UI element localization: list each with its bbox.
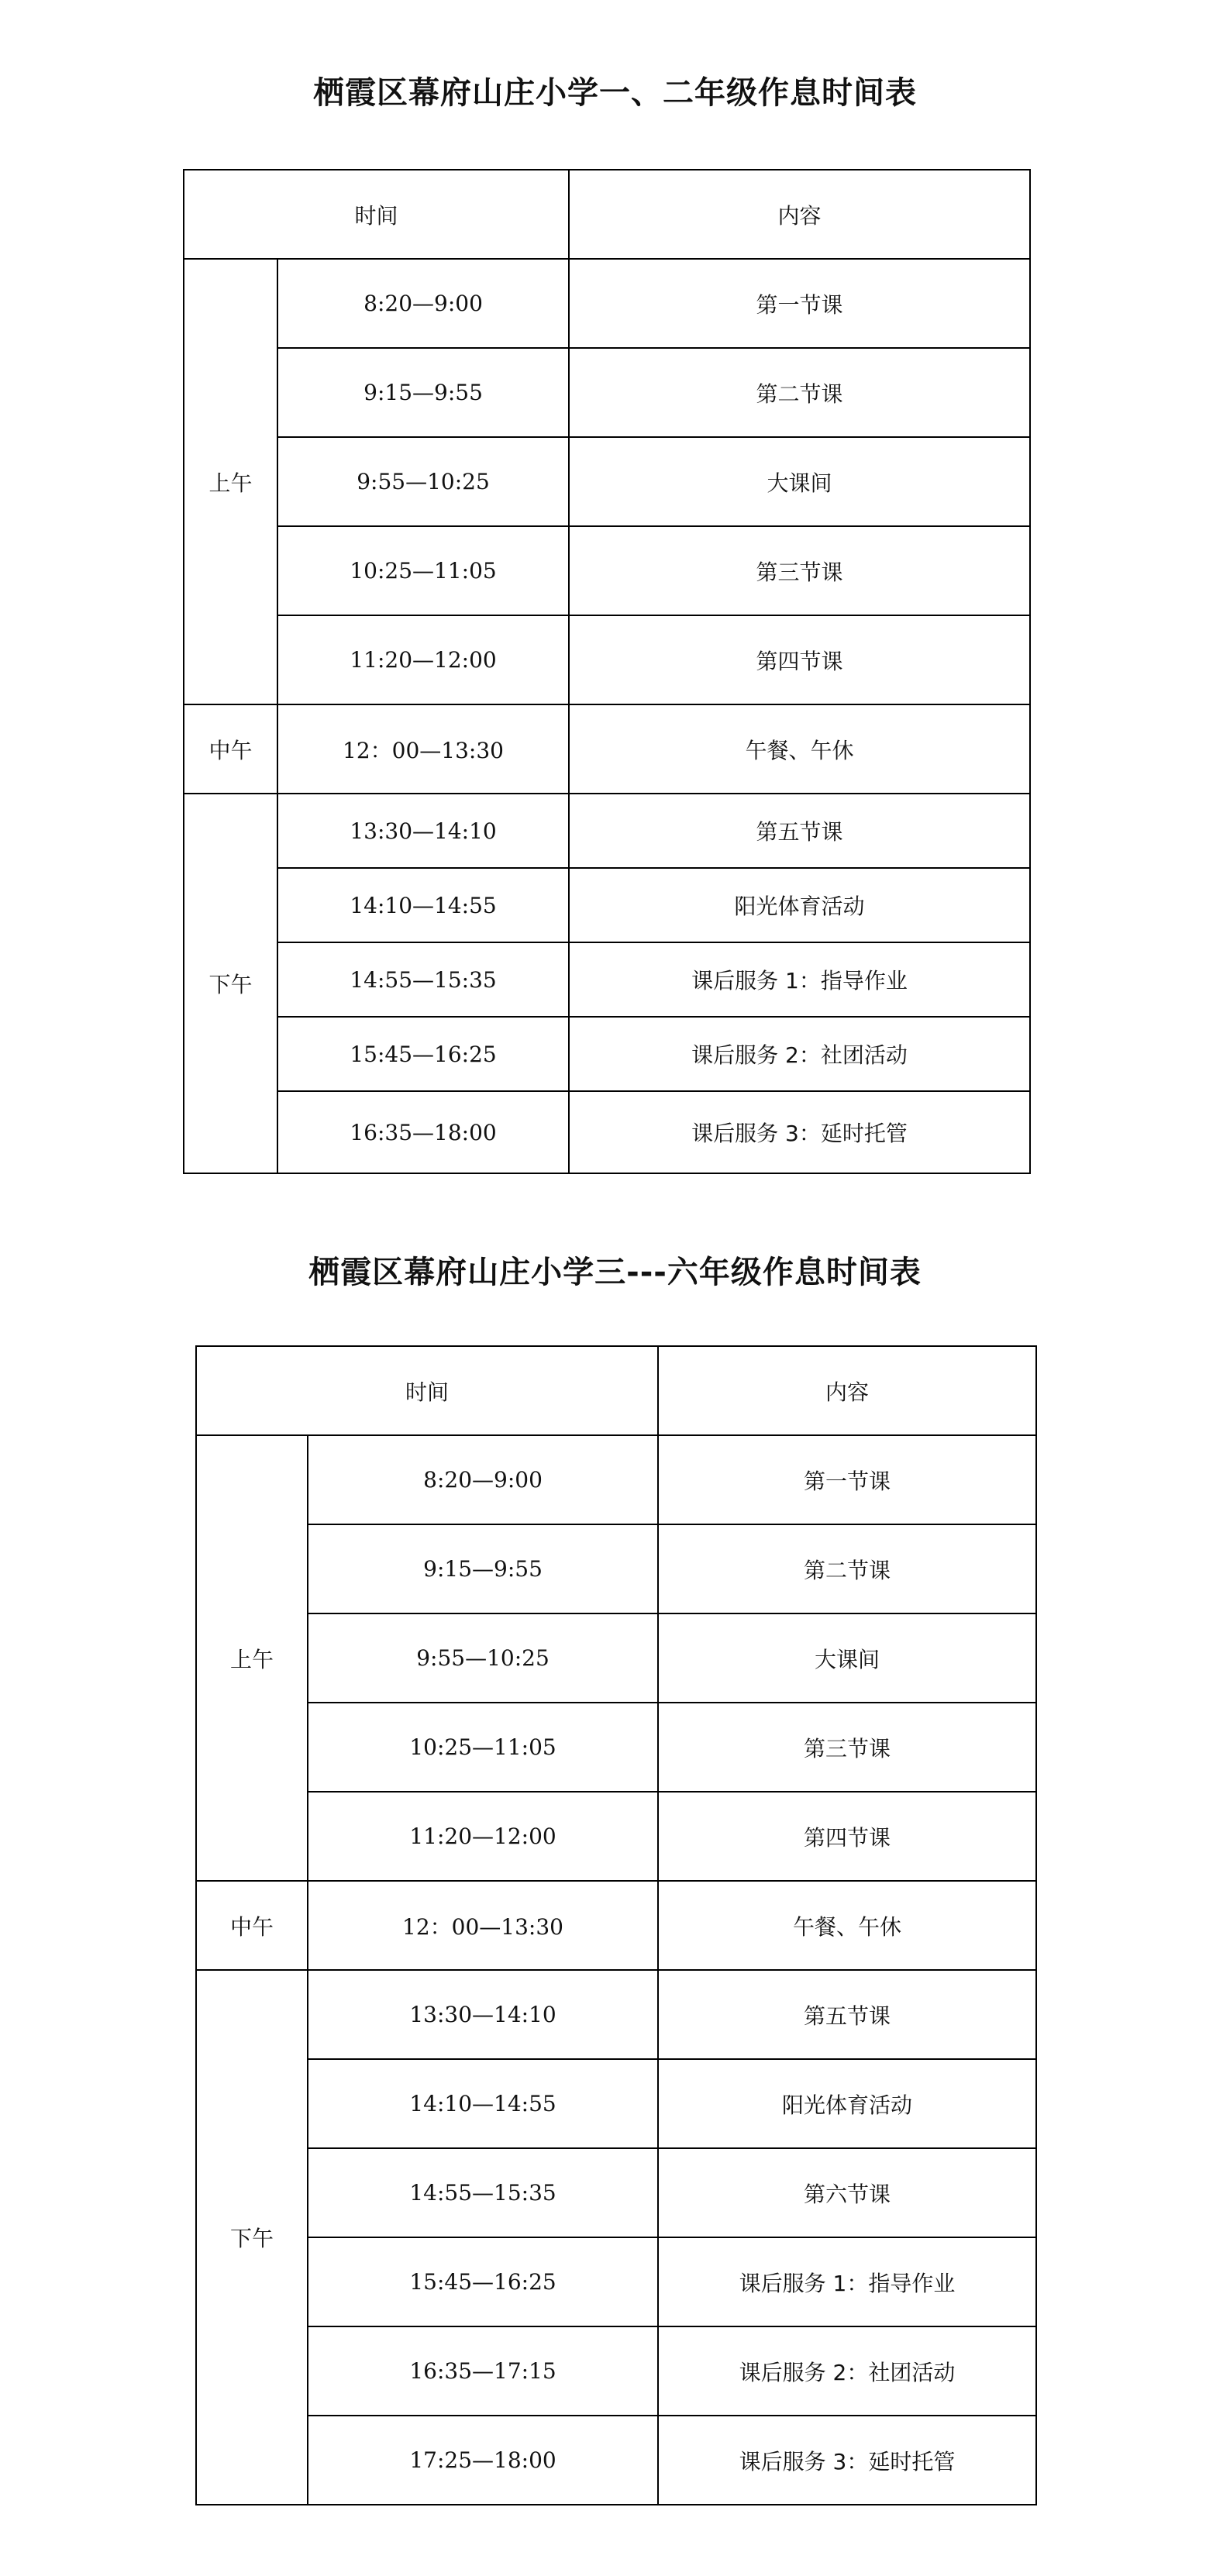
table-row (196, 1435, 1036, 1524)
table1-title: 栖霞区幕府山庄小学一、二年级作息时间表 (313, 75, 917, 111)
content-cell: 午餐、午休 (569, 704, 1030, 794)
table-header-row (184, 170, 1030, 259)
time-cell: 9:55—10:25 (277, 437, 569, 526)
content-cell: 第四节课 (569, 615, 1030, 704)
header-time: 时间 (196, 1346, 658, 1435)
time-cell: 17:25—18:00 (308, 2416, 658, 2505)
table-row (196, 1881, 1036, 1970)
content-cell: 第二节课 (569, 348, 1030, 437)
header-time: 时间 (184, 170, 569, 259)
table-row (196, 2059, 1036, 2148)
time-cell: 9:15—9:55 (308, 1524, 658, 1613)
time-cell: 16:35—17:15 (308, 2326, 658, 2416)
content-cell: 第五节课 (569, 794, 1030, 868)
table-row (196, 1524, 1036, 1613)
table-row (196, 1970, 1036, 2059)
table-header-row (196, 1346, 1036, 1435)
content-cell: 第一节课 (569, 259, 1030, 348)
period-noon: 中午 (184, 704, 277, 794)
table-row (196, 1703, 1036, 1792)
schedule-table-grades-1-2 (183, 169, 1031, 1174)
content-cell: 课后服务 2：社团活动 (569, 1017, 1030, 1091)
time-cell: 13:30—14:10 (277, 794, 569, 868)
time-cell: 11:20—12:00 (308, 1792, 658, 1881)
content-cell: 大课间 (658, 1613, 1036, 1703)
table-row (184, 1091, 1030, 1173)
content-cell: 课后服务 3：延时托管 (658, 2416, 1036, 2505)
content-cell: 课后服务 3：延时托管 (569, 1091, 1030, 1173)
period-afternoon: 下午 (196, 1970, 308, 2505)
table-row (184, 704, 1030, 794)
time-cell: 13:30—14:10 (308, 1970, 658, 2059)
table-row (196, 1613, 1036, 1703)
content-cell: 第一节课 (658, 1435, 1036, 1524)
header-content: 内容 (569, 170, 1030, 259)
time-cell: 14:55—15:35 (308, 2148, 658, 2237)
table-row (196, 2237, 1036, 2326)
time-cell: 8:20—9:00 (308, 1435, 658, 1524)
table-row (196, 1792, 1036, 1881)
header-content: 内容 (658, 1346, 1036, 1435)
content-cell: 课后服务 2：社团活动 (658, 2326, 1036, 2416)
table-row (184, 1017, 1030, 1091)
content-cell: 阳光体育活动 (569, 868, 1030, 942)
table-row (184, 794, 1030, 868)
time-cell: 15:45—16:25 (277, 1017, 569, 1091)
period-morning: 上午 (184, 259, 277, 704)
time-cell: 8:20—9:00 (277, 259, 569, 348)
content-cell: 午餐、午休 (658, 1881, 1036, 1970)
time-cell: 14:10—14:55 (308, 2059, 658, 2148)
table-row (184, 348, 1030, 437)
content-cell: 课后服务 1：指导作业 (658, 2237, 1036, 2326)
table-row (184, 615, 1030, 704)
table-row (184, 526, 1030, 615)
time-cell: 12：00—13:30 (308, 1881, 658, 1970)
table-row (196, 2148, 1036, 2237)
time-cell: 9:55—10:25 (308, 1613, 658, 1703)
table-row (184, 868, 1030, 942)
time-cell: 14:10—14:55 (277, 868, 569, 942)
table-row (184, 942, 1030, 1017)
time-cell: 14:55—15:35 (277, 942, 569, 1017)
content-cell: 大课间 (569, 437, 1030, 526)
content-cell: 第四节课 (658, 1792, 1036, 1881)
content-cell: 第五节课 (658, 1970, 1036, 2059)
schedule-table-grades-3-6 (195, 1345, 1037, 2505)
time-cell: 16:35—18:00 (277, 1091, 569, 1173)
table-row (184, 437, 1030, 526)
table-row (196, 2416, 1036, 2505)
period-noon: 中午 (196, 1881, 308, 1970)
time-cell: 12：00—13:30 (277, 704, 569, 794)
content-cell: 第六节课 (658, 2148, 1036, 2237)
time-cell: 9:15—9:55 (277, 348, 569, 437)
time-cell: 10:25—11:05 (277, 526, 569, 615)
content-cell: 第三节课 (569, 526, 1030, 615)
content-cell: 第二节课 (658, 1524, 1036, 1613)
content-cell: 阳光体育活动 (658, 2059, 1036, 2148)
table2-title: 栖霞区幕府山庄小学三---六年级作息时间表 (308, 1255, 922, 1290)
content-cell: 第三节课 (658, 1703, 1036, 1792)
time-cell: 11:20—12:00 (277, 615, 569, 704)
content-cell: 课后服务 1：指导作业 (569, 942, 1030, 1017)
table-row (196, 2326, 1036, 2416)
period-morning: 上午 (196, 1435, 308, 1881)
period-afternoon: 下午 (184, 794, 277, 1173)
time-cell: 10:25—11:05 (308, 1703, 658, 1792)
table-row (184, 259, 1030, 348)
time-cell: 15:45—16:25 (308, 2237, 658, 2326)
